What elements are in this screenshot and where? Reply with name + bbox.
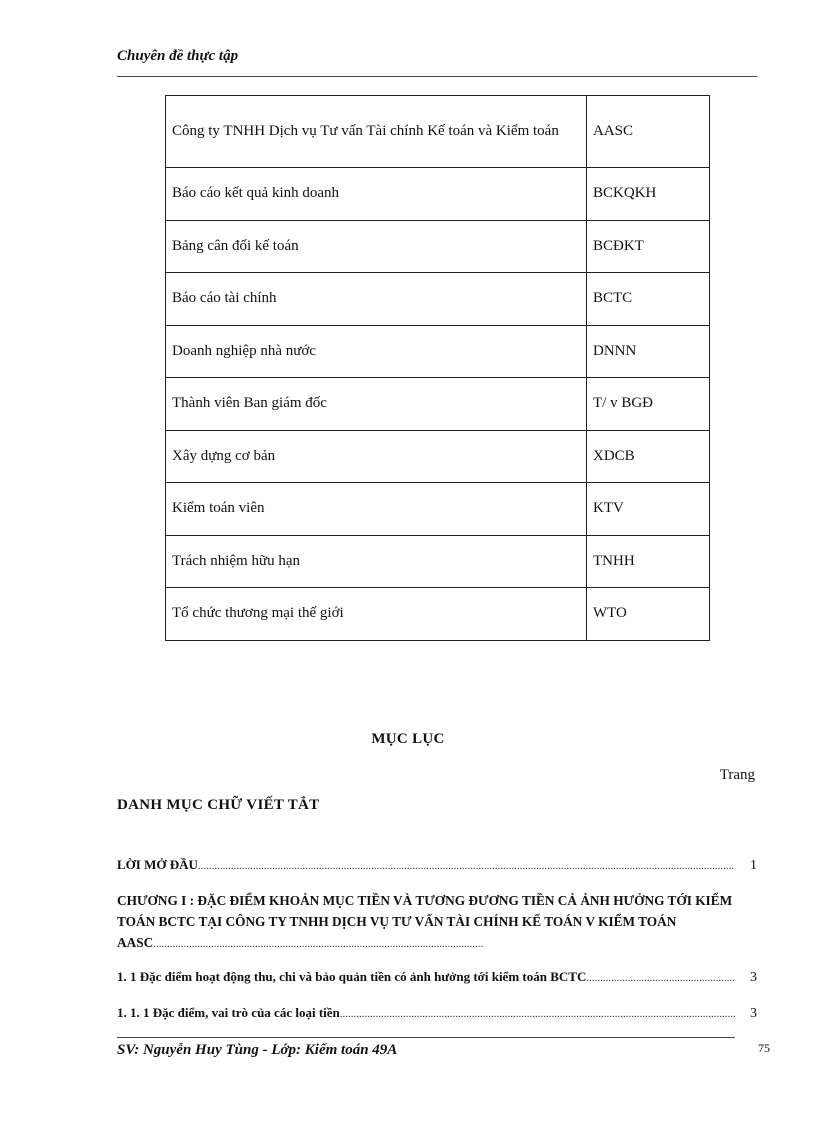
table-row xyxy=(166,483,710,536)
abbr-full-term: Tổ chức thương mại thế giới xyxy=(166,588,587,641)
toc-entry-page: 3 xyxy=(750,970,757,985)
toc-section-heading: DANH MỤC CHỮ VIẾT TẮT xyxy=(117,797,320,813)
header-divider xyxy=(117,76,757,77)
abbr-code: XDCB xyxy=(587,430,710,483)
abbr-full-term: Trách nhiệm hữu hạn xyxy=(166,535,587,588)
abbr-code: KTV xyxy=(587,483,710,536)
toc-entry-text: CHƯƠNG I : ĐẶC ĐIỂM KHOẢN MỤC TIỀN VÀ TƯƠNG ĐƯƠNG TIỀN CẢ ẢNH HƯỞNG TỚI KIỂM TOÁN BCTC TẠI CÔNG TY TNHH DỊCH VỤ TƯ VẤN TÀI CHÍNH KẾ TOÁN V KIỂM TOÁN AASC xyxy=(117,893,733,950)
abbr-full-term: Doanh nghiệp nhà nước xyxy=(166,325,587,378)
toc-entry-text: 1. 1 Đặc điểm hoạt động thu, chi và bảo quản tiền có ảnh hưởng tới kiểm toán BCTC xyxy=(117,969,587,984)
abbreviation-table xyxy=(165,95,710,641)
page-number: 75 xyxy=(758,1041,770,1055)
footer-author: SV: Nguyễn Huy Tùng - Lớp: Kiểm toán 49A xyxy=(117,1042,398,1058)
document-header-title: Chuyên đề thực tập xyxy=(117,48,239,64)
abbr-code: BCTC xyxy=(587,273,710,326)
table-row xyxy=(166,325,710,378)
abbr-code: BCĐKT xyxy=(587,220,710,273)
toc-entry-text: 1. 1. 1 Đặc điểm, vai trò của các loại tiền xyxy=(117,1005,340,1020)
table-row xyxy=(166,535,710,588)
abbr-full-term: Thành viên Ban giám đốc xyxy=(166,378,587,431)
abbr-full-term: Bảng cân đối kế toán xyxy=(166,220,587,273)
table-row xyxy=(166,430,710,483)
table-row xyxy=(166,96,710,168)
footer-divider xyxy=(117,1037,735,1038)
table-row xyxy=(166,588,710,641)
toc-entry-page: 1 xyxy=(750,858,757,873)
toc-page-column-label: Trang xyxy=(719,767,755,783)
table-row xyxy=(166,168,710,221)
abbr-full-term: Báo cáo kết quả kinh doanh xyxy=(166,168,587,221)
toc-leader-dots xyxy=(340,1008,735,1020)
abbr-code: AASC xyxy=(587,96,710,168)
toc-entry-page: 3 xyxy=(750,1006,757,1021)
toc-entry-text: LỜI MỞ ĐẦU xyxy=(117,857,198,872)
abbr-code: DNNN xyxy=(587,325,710,378)
toc-entry[interactable] xyxy=(117,857,757,874)
abbr-code: TNHH xyxy=(587,535,710,588)
table-row xyxy=(166,273,710,326)
toc-leader-dots xyxy=(198,860,735,872)
abbr-full-term: Xây dựng cơ bản xyxy=(166,430,587,483)
abbr-full-term: Kiểm toán viên xyxy=(166,483,587,536)
abbr-full-term: Công ty TNHH Dịch vụ Tư vấn Tài chính Kế toán và Kiểm toán xyxy=(166,96,587,168)
toc-leader-dots xyxy=(586,972,735,984)
table-row xyxy=(166,378,710,431)
toc-entry[interactable] xyxy=(117,1005,757,1022)
toc-title: MỤC LỤC xyxy=(371,731,445,747)
toc-leader-dots: ........................................................................................................................ xyxy=(153,938,484,950)
abbr-code: T/ v BGĐ xyxy=(587,378,710,431)
abbr-code: BCKQKH xyxy=(587,168,710,221)
toc-entry[interactable] xyxy=(117,890,742,955)
toc-entry[interactable] xyxy=(117,969,757,986)
abbr-code: WTO xyxy=(587,588,710,641)
abbr-full-term: Báo cáo tài chính xyxy=(166,273,587,326)
table-row xyxy=(166,220,710,273)
